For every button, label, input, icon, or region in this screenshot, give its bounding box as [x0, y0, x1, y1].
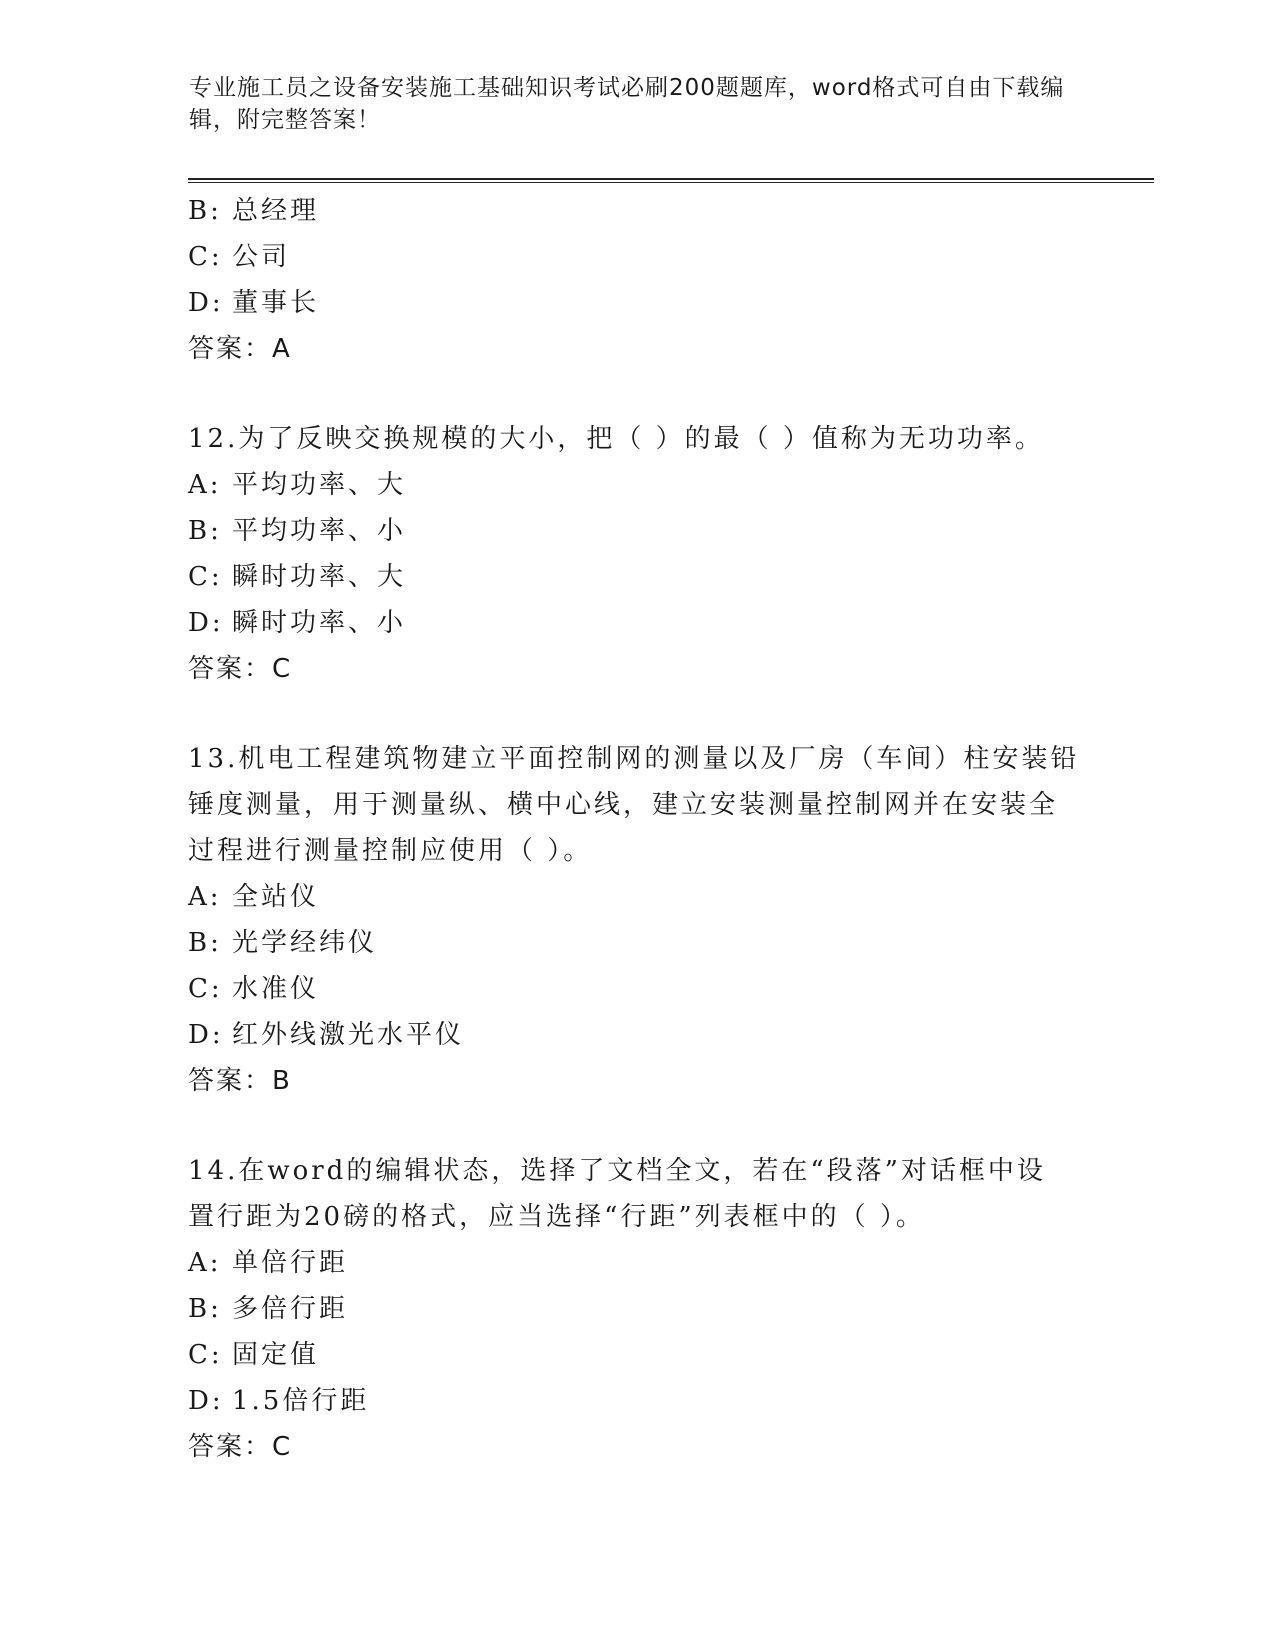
answer-line: 答案：C [188, 1432, 293, 1462]
option-row [188, 234, 1088, 280]
option-row [188, 280, 1088, 326]
answer-line: 答案：C [188, 654, 293, 684]
option-label: C: [188, 242, 223, 272]
option-text: 总经理 [232, 196, 320, 226]
question-14 [188, 1148, 1088, 1470]
option-label: C: [188, 1340, 223, 1370]
option-text: 1.5倍行距 [232, 1386, 370, 1416]
question-list [188, 188, 1088, 1470]
option-text: 董事长 [232, 288, 320, 318]
option-row [188, 1332, 1088, 1378]
option-label: B: [188, 928, 222, 958]
option-row [188, 554, 1088, 600]
header-rule-thin [188, 182, 1154, 183]
option-text: 光学经纬仪 [232, 928, 378, 958]
option-row [188, 920, 1088, 966]
option-row [188, 188, 1088, 234]
option-text: 固定值 [232, 1340, 320, 1370]
question-12 [188, 416, 1088, 692]
question-stem: 12.为了反映交换规模的大小，把（ ）的最（ ）值称为无功功率。 [188, 424, 1044, 454]
question-stem: 过程进行测量控制应使用（ ）。 [188, 836, 593, 866]
question-stem: 13.机电工程建筑物建立平面控制网的测量以及厂房（车间）柱安装铅 [188, 744, 1080, 774]
option-text: 单倍行距 [232, 1248, 349, 1278]
option-label: B: [188, 196, 222, 226]
option-label: A: [188, 470, 222, 500]
question-13 [188, 736, 1088, 1104]
option-text: 瞬时功率、小 [232, 608, 407, 638]
document-header-title: 专业施工员之设备安装施工基础知识考试必刷200题题库，word格式可自由下载编辑，附完整答案！ [189, 75, 1065, 133]
option-label: B: [188, 516, 222, 546]
question-stem: 锤度测量，用于测量纵、横中心线，建立安装测量控制网并在安装全 [188, 790, 1059, 820]
option-row [188, 1240, 1088, 1286]
option-row [188, 508, 1088, 554]
option-row [188, 462, 1088, 508]
option-text: 公司 [232, 242, 291, 272]
document-header [189, 72, 1069, 136]
option-text: 平均功率、大 [232, 470, 407, 500]
question-11-continued [188, 188, 1088, 372]
option-row [188, 600, 1088, 646]
option-row [188, 1378, 1088, 1424]
option-label: B: [188, 1294, 222, 1324]
question-stem: 14.在word的编辑状态，选择了文档全文，若在“段落”对话框中设 [188, 1156, 1046, 1186]
option-label: D: [188, 288, 224, 318]
option-label: C: [188, 562, 223, 592]
question-stem: 置行距为20磅的格式，应当选择“行距”列表框中的（ ）。 [188, 1202, 925, 1232]
option-text: 全站仪 [232, 882, 320, 912]
answer-line: 答案：A [188, 334, 292, 364]
option-label: C: [188, 974, 223, 1004]
option-label: D: [188, 608, 224, 638]
option-row [188, 966, 1088, 1012]
option-text: 平均功率、小 [232, 516, 407, 546]
header-rule-thick [188, 178, 1154, 180]
option-row [188, 874, 1088, 920]
option-row [188, 1012, 1088, 1058]
option-text: 瞬时功率、大 [232, 562, 407, 592]
option-row [188, 1286, 1088, 1332]
option-label: D: [188, 1020, 224, 1050]
option-label: D: [188, 1386, 224, 1416]
option-text: 水准仪 [232, 974, 320, 1004]
option-text: 多倍行距 [232, 1294, 349, 1324]
option-label: A: [188, 882, 222, 912]
option-label: A: [188, 1248, 222, 1278]
answer-line: 答案：B [188, 1066, 292, 1096]
option-text: 红外线激光水平仪 [232, 1020, 465, 1050]
